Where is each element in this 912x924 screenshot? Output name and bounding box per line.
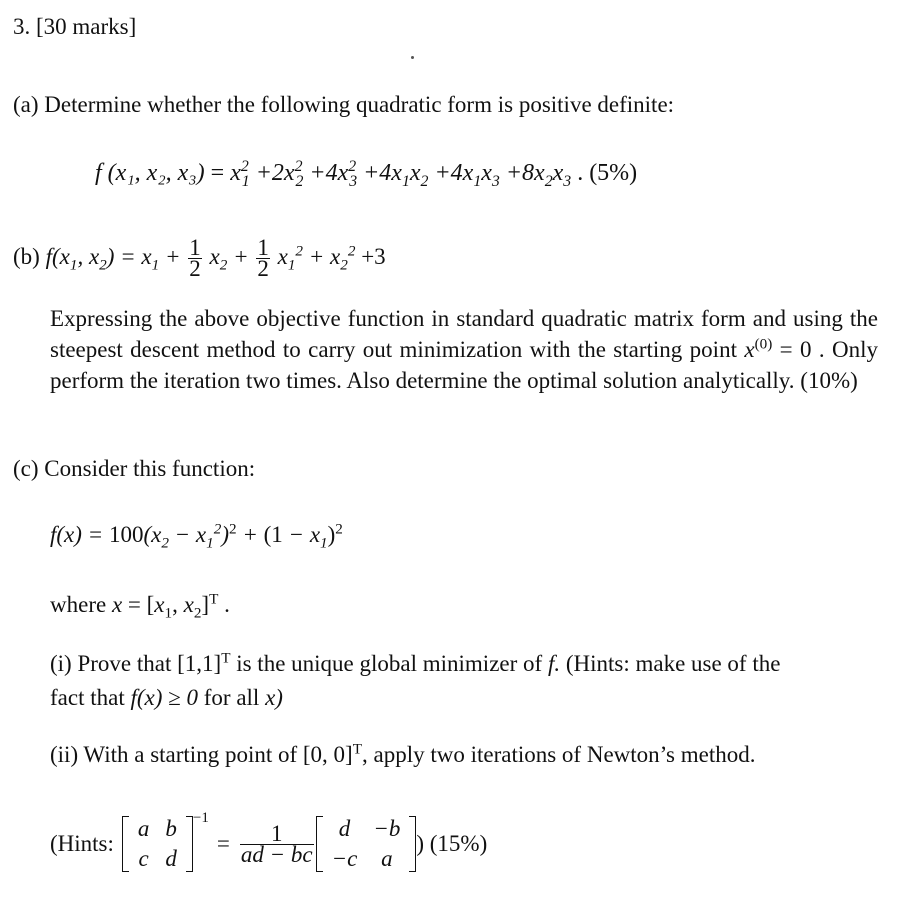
part-a-marks: . (5%) [577, 160, 638, 186]
term-2: $+2x^2_2$ [255, 158, 304, 190]
matrix-adj: d −b −c a [316, 814, 417, 874]
part-b-x1sq: $x_1^2$ [277, 242, 304, 274]
fraction-half-1: $\frac{1}{2}$ [189, 235, 201, 281]
part-b-x2: $x_2$ + [209, 243, 249, 274]
term-3: $+4x^2_3$ [309, 158, 358, 190]
part-c-ii-line: (ii) With a starting point of [0, 0]$^T$, apply two iterations of Newton’s method. [50, 740, 756, 767]
f-args: (x₁, x₂, x₃) [107, 160, 205, 186]
term-4: $+4x_1x_2$ [363, 160, 429, 190]
question-header: 3. [30 marks] [13, 14, 137, 39]
part-b-lhs: $f(x_1$, $x_2) = x_1$ + [45, 243, 181, 274]
part-a-formula [95, 158, 638, 190]
part-b-x2sq: + $x_2^2$ [308, 242, 356, 274]
part-b-text-1: Expressing the above objective function in standard quadratic matrix form and using the steepest descent method to carry out minimization with the starting point [50, 306, 878, 362]
part-b-const: +3 [361, 243, 386, 269]
part-b-x0: x [744, 337, 755, 362]
term-5: $+4x_1x_3$ [434, 160, 500, 190]
part-b-x0-sup: (0) [754, 335, 773, 353]
hints-line: (Hints: a b c d $^{-1}$ = $\frac{1}{ad - bc}$ d −b −c a ) (15%) [50, 804, 487, 884]
hints-end: ) (15%) [416, 831, 488, 856]
rosenbrock-formula: $f(x) = 100(x_2 - x_1^2)^2 + (1 - x_1)^2$ [50, 520, 343, 552]
hints-label: (Hints: [50, 831, 114, 856]
term-6: $+8x_2x_3$ [505, 160, 572, 190]
part-c-prompt: (c) Consider this function: [13, 456, 256, 481]
term-1: $x^2_1$ [230, 158, 250, 190]
part-b-label: (b) [13, 243, 40, 269]
matrix-abcd: a b c d [122, 814, 193, 874]
fraction-det: $\frac{1}{ad - bc}$ [240, 820, 313, 867]
equals: = [210, 160, 225, 186]
part-a-prompt: (a) Determine whether the following quadratic form is positive definite: [13, 92, 675, 117]
part-c-i-line2: fact that f(x) ≥ 0 for all x) [50, 685, 283, 710]
speck-dot [411, 56, 414, 59]
part-b-formula [13, 235, 386, 281]
part-b-text-2: = 0 . Only perform the iteration two times. Also determine the optimal solution analytically. (10%) [50, 337, 879, 393]
part-c-i-line1: (i) Prove that $[1,1]^T$ is the unique global minimizer of f. (Hints: make use of the [50, 649, 781, 676]
f-symbol: f [95, 160, 102, 186]
part-b-body [50, 303, 878, 396]
where-line: where $x = [x_1$, $x_2]^T$ . [50, 590, 230, 622]
fraction-half-2: $\frac{1}{2}$ [257, 235, 269, 281]
